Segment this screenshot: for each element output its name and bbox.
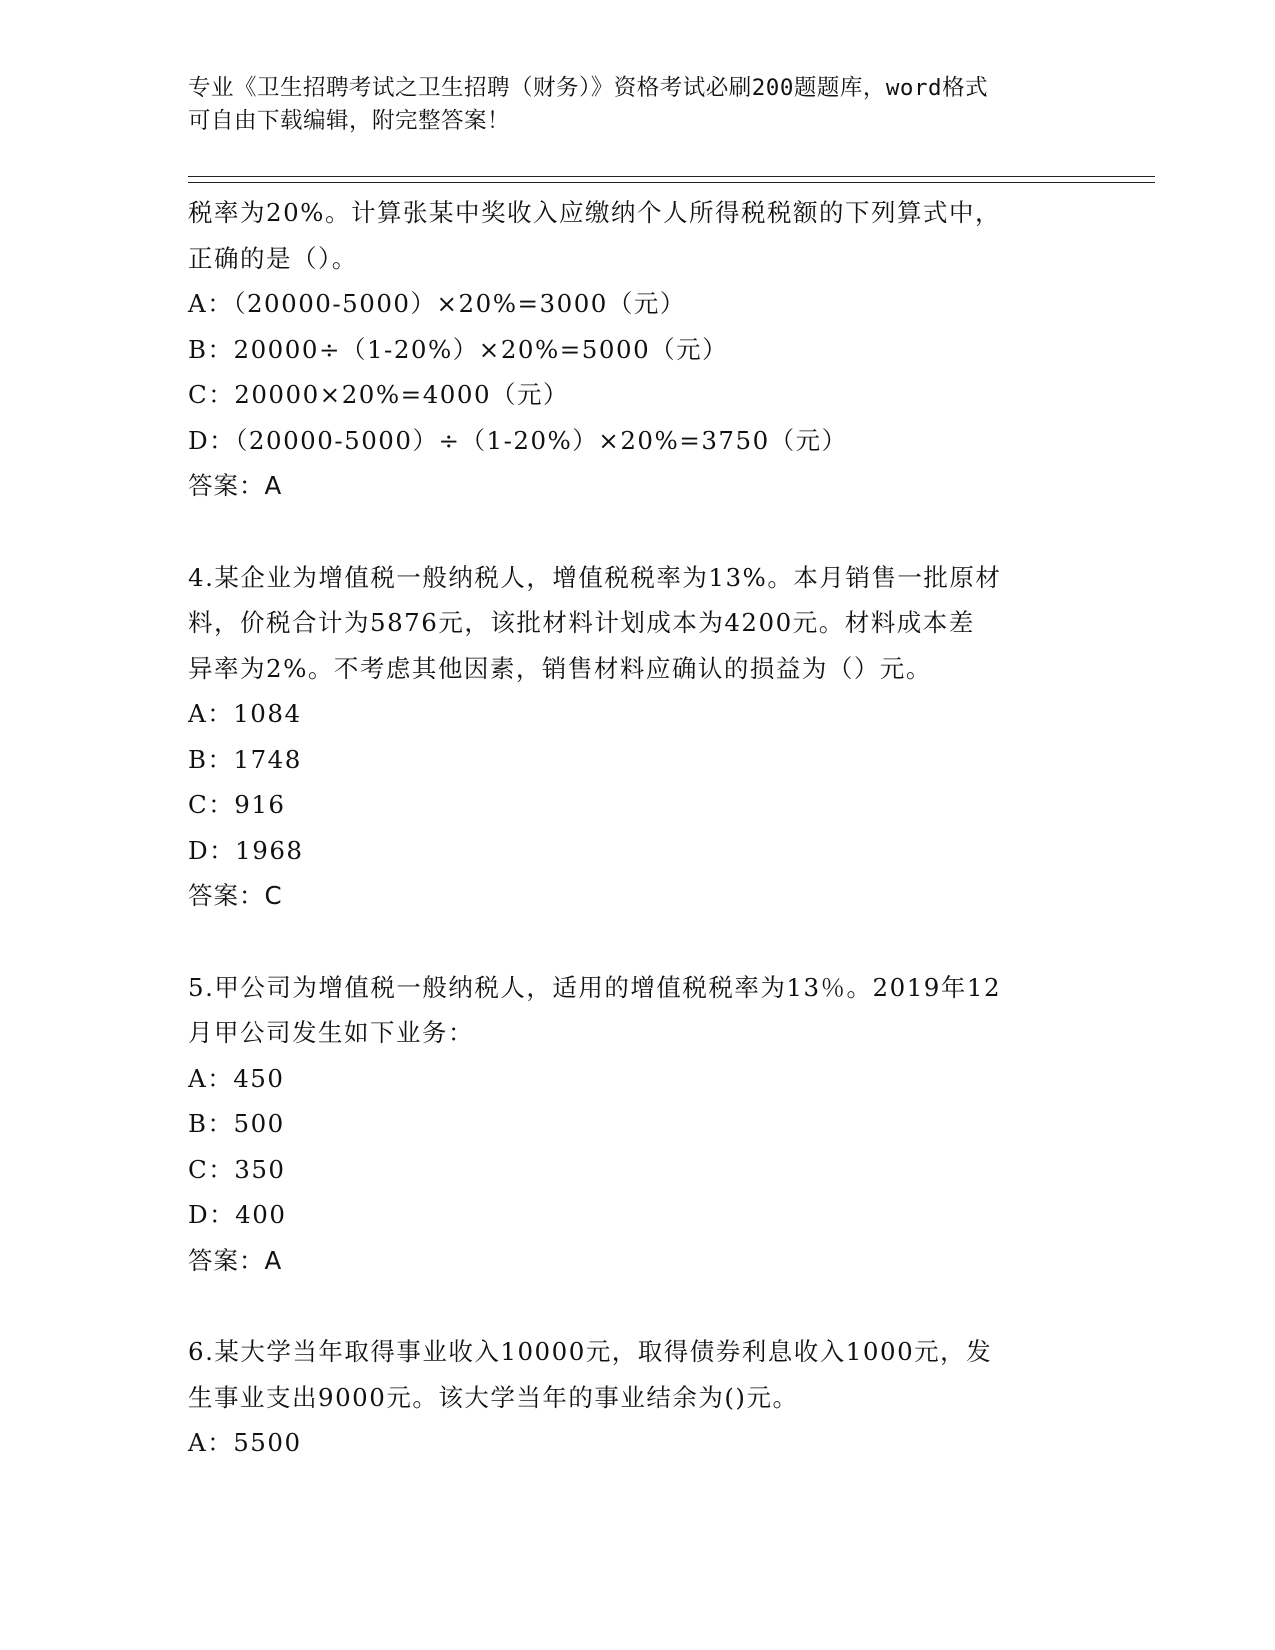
question-5-option-d: D：400 [188,1200,287,1229]
question-list [188,190,1088,1466]
question-4-option-d: D：1968 [188,835,304,865]
question-4-text-line-2: 料，价税合计为5876元，该批材料计划成本为4200元。材料成本差 [188,608,975,637]
question-3-option-b: B：20000÷（1-20%）×20%=5000（元） [188,334,729,364]
header-divider-top [188,176,1155,177]
question-3 [188,190,1088,509]
document-header [188,72,1088,138]
question-4-answer: 答案：C [188,881,283,910]
question-5-option-b: B：500 [188,1109,285,1138]
question-5-text-line-2: 月甲公司发生如下业务： [188,1018,474,1047]
question-3-option-c: C：20000×20%=4000（元） [188,380,570,409]
question-3-text-line-2: 正确的是（）。 [188,243,358,273]
question-4-option-a: A：1084 [188,699,302,728]
question-4-option-b: B：1748 [188,744,302,774]
question-5-answer: 答案：A [188,1245,283,1275]
header-title-line-2: 可自由下载编辑，附完整答案！ [188,108,511,134]
question-spacer [188,509,1088,555]
question-spacer [188,919,1088,965]
header-divider-bottom [188,182,1155,183]
question-5-option-a: A：450 [188,1063,285,1093]
question-3-text-line-1: 税率为20%。计算张某中奖收入应缴纳个人所得税税额的下列算式中， [188,198,1001,227]
question-4 [188,555,1088,919]
question-3-option-a: A：（20000-5000）×20%=3000（元） [188,289,686,318]
question-4-text-line-3: 异率为2%。不考虑其他因素，销售材料应确认的损益为（）元。 [188,653,932,683]
question-3-answer: 答案：A [188,471,283,500]
question-4-text-line-1: 4.某企业为增值税一般纳税人，增值税税率为13%。本月销售一批原材 [188,562,1002,592]
question-6 [188,1329,1088,1466]
question-6-text-line-1: 6.某大学当年取得事业收入10000元，取得债券利息收入1000元，发 [188,1337,993,1366]
question-6-option-a: A：5500 [188,1428,302,1457]
question-6-text-line-2: 生事业支出9000元。该大学当年的事业结余为()元。 [188,1382,799,1412]
question-3-option-d: D：（20000-5000）÷（1-20%）×20%=3750（元） [188,425,848,455]
question-5-option-c: C：350 [188,1154,286,1184]
question-4-option-c: C：916 [188,790,286,819]
question-spacer [188,1283,1088,1329]
header-title-line-1: 专业《卫生招聘考试之卫生招聘（财务）》资格考试必刷200题题库，word格式 [188,75,989,101]
question-5 [188,965,1088,1284]
question-5-text-line-1: 5.甲公司为增值税一般纳税人，适用的增值税税率为13％。2019年12 [188,972,1002,1002]
